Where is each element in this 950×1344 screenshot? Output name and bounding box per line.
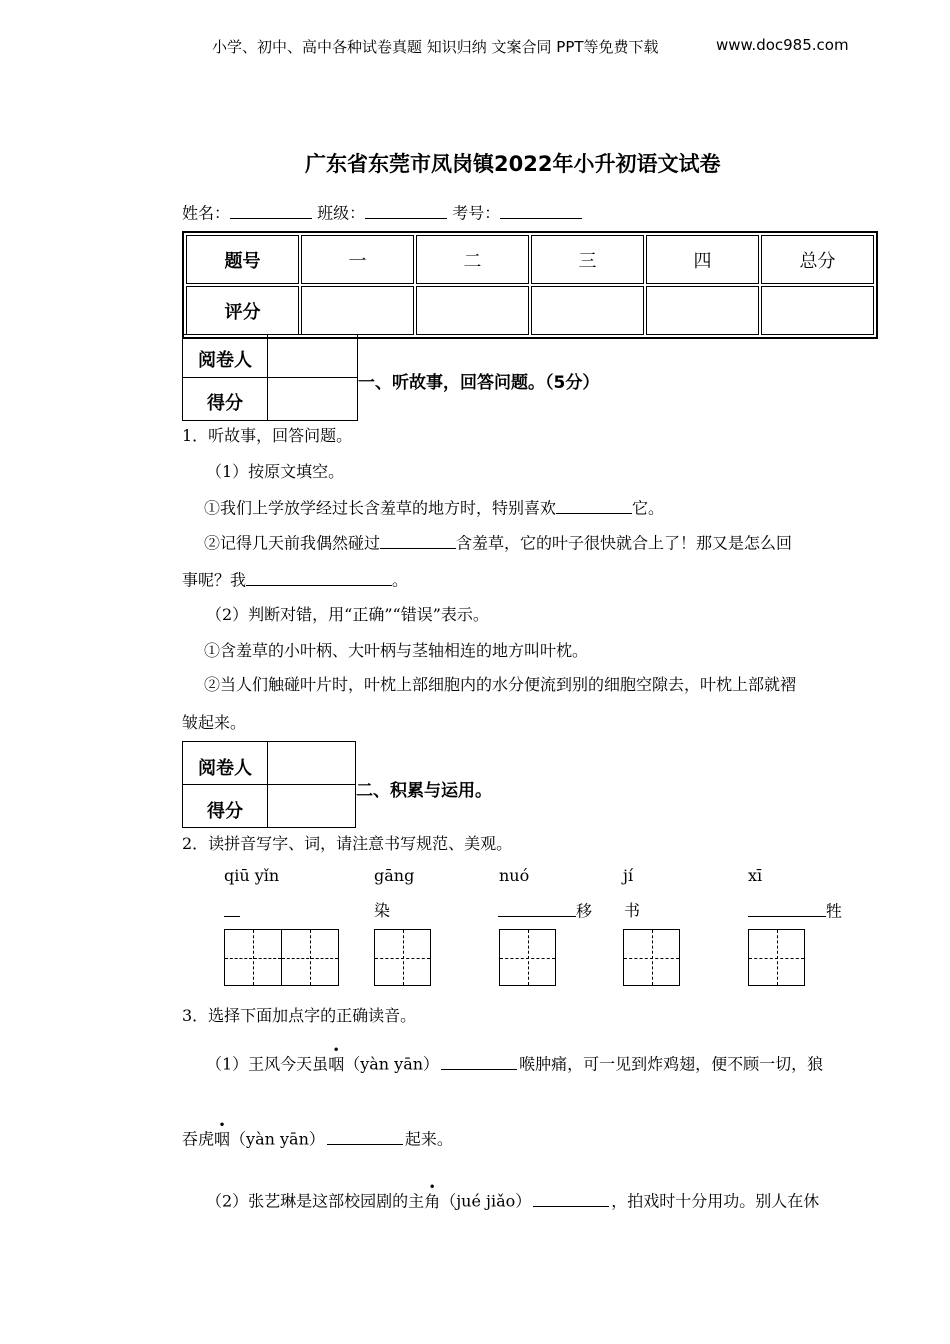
reviewer-label: 阅卷人 [198,350,252,371]
score-row-label: 评分 [186,286,299,335]
pinyin-label: gāng [374,866,415,885]
q3-s1-dotted-char-2: 咽 [214,1129,231,1149]
pinyin-label: nuó [499,866,530,885]
student-info-line [182,200,582,224]
q3-s1-options-2: （yàn yān） [230,1129,325,1149]
q3-sentence2 [206,1179,820,1212]
section1-heading: 一、听故事，回答问题。（5分） [358,373,600,393]
q3-stem: 3．选择下面加点字的正确读音。 [182,1006,417,1025]
number-field[interactable] [500,200,582,219]
class-label: 班级： [317,203,366,223]
q2-word2-char: 染 [374,901,391,920]
q2-word3-blank[interactable] [498,898,576,917]
q1-item1 [204,495,664,519]
writing-grid[interactable] [623,929,680,986]
page-title: 广东省东莞市凤岗镇2022年小升初语文试卷 [305,152,721,176]
score-table-grade-row [186,286,874,335]
score-cell[interactable] [761,286,874,335]
writing-grid[interactable] [374,929,431,986]
score-header-cell: 四 [646,235,759,284]
q3-sentence1 [206,1042,824,1075]
score-table-header-row [186,235,874,284]
q3-s2-text-cont: ，拍戏时十分用功。别人在休 [611,1191,820,1211]
score-header-cell: 一 [301,235,414,284]
score-header-cell: 二 [416,235,529,284]
q1-item1-blank[interactable] [556,495,632,514]
name-field[interactable] [230,200,312,219]
q1-item2-line2 [182,567,408,591]
q1-stem: 1．听故事，回答问题。 [182,426,353,445]
q1-item1-text: ①我们上学放学经过长含羞草的地方时，特别喜欢 [204,498,557,518]
q2-word3-line [498,898,592,922]
reviewer-score-label: 得分 [207,393,243,414]
header-banner: 小学、初中、高中各种试卷真题 知识归纳 文案合同 PPT等免费下载 [212,38,659,56]
reviewer-score-label: 得分 [207,801,243,822]
header-site-link[interactable]: www.doc985.com [716,36,849,54]
score-table [182,231,878,339]
score-cell[interactable] [416,286,529,335]
pinyin-label: xī [748,866,763,885]
q3-s2-dotted-char: 角 [424,1191,441,1211]
score-header-cell: 题号 [186,235,299,284]
score-header-cell: 三 [531,235,644,284]
q1-item2-period: 。 [392,570,409,590]
q1-part2: （2）判断对错，用“正确”“错误”表示。 [206,605,489,624]
q2-word5-char: 牲 [826,901,843,921]
q3-s1-text: （1）王风今天虽 [206,1054,329,1074]
q3-sentence1-line2 [182,1117,453,1150]
q3-s1-text-line2: 吞虎 [182,1129,215,1149]
writing-grid[interactable] [499,929,556,986]
q2-word4-char: 书 [624,901,641,920]
writing-grid[interactable] [281,929,339,986]
score-cell[interactable] [531,286,644,335]
score-cell[interactable] [301,286,414,335]
writing-grid[interactable] [748,929,805,986]
q1-judge2: ②当人们触碰叶片时，叶枕上部细胞内的水分便流到别的细胞空隙去，叶枕上部就褶 [204,675,797,694]
q2-word5-line [748,898,842,922]
q3-s1-options: （yàn yān） [344,1054,440,1074]
q3-s1-blank-2[interactable] [327,1126,403,1145]
q3-s2-blank[interactable] [533,1188,609,1207]
writing-grid[interactable] [224,929,282,986]
q2-word1-line [224,898,240,921]
q1-judge2-cont: 皱起来。 [182,713,247,732]
q1-item2-text: ②记得几天前我偶然碰过 [204,533,381,553]
q3-s2-options: （jué jiǎo） [440,1191,532,1211]
q2-word1-blank[interactable] [224,898,240,917]
class-field[interactable] [365,200,447,219]
q2-word5-blank[interactable] [748,898,826,917]
q1-item2-blank[interactable] [380,530,456,549]
q1-item2-text-line2: 事呢？我 [182,570,247,590]
number-label: 考号： [452,203,501,223]
pinyin-label: jí [623,866,634,885]
q1-part1: （1）按原文填空。 [206,462,345,481]
emphasis-dot: • [218,1117,226,1132]
section2-heading: 二、积累与运用。 [356,781,492,801]
q2-stem: 2．读拼音写字、词，请注意书写规范、美观。 [182,834,513,853]
q1-item2 [204,530,792,554]
reviewer-box-1 [182,334,358,421]
emphasis-dot: • [428,1179,436,1194]
q3-s1-text-cont: 喉肿痛，可一见到炸鸡翅，便不顾一切，狼 [519,1054,824,1074]
q1-item2-text-cont: 含羞草，它的叶子很快就合上了！那又是怎么回 [456,533,793,553]
q2-word3-char: 移 [576,901,593,921]
q1-item2-answer-blank[interactable] [246,567,392,586]
score-cell[interactable] [646,286,759,335]
q3-s2-text: （2）张艺琳是这部校园剧的主 [206,1191,425,1211]
q1-item1-text-end: 它。 [632,498,665,518]
name-label: 姓名： [182,203,231,223]
reviewer-box-2 [182,741,356,828]
q1-judge1: ①含羞草的小叶柄、大叶柄与茎轴相连的地方叫叶枕。 [204,641,589,660]
q3-s1-end: 起来。 [404,1129,453,1149]
q3-s1-blank[interactable] [441,1051,517,1070]
q3-s1-dotted-char: 咽 [328,1054,345,1074]
score-header-cell: 总分 [761,235,874,284]
pinyin-label: qiū yǐn [224,866,280,885]
emphasis-dot: • [332,1042,340,1057]
reviewer-label: 阅卷人 [198,758,252,779]
